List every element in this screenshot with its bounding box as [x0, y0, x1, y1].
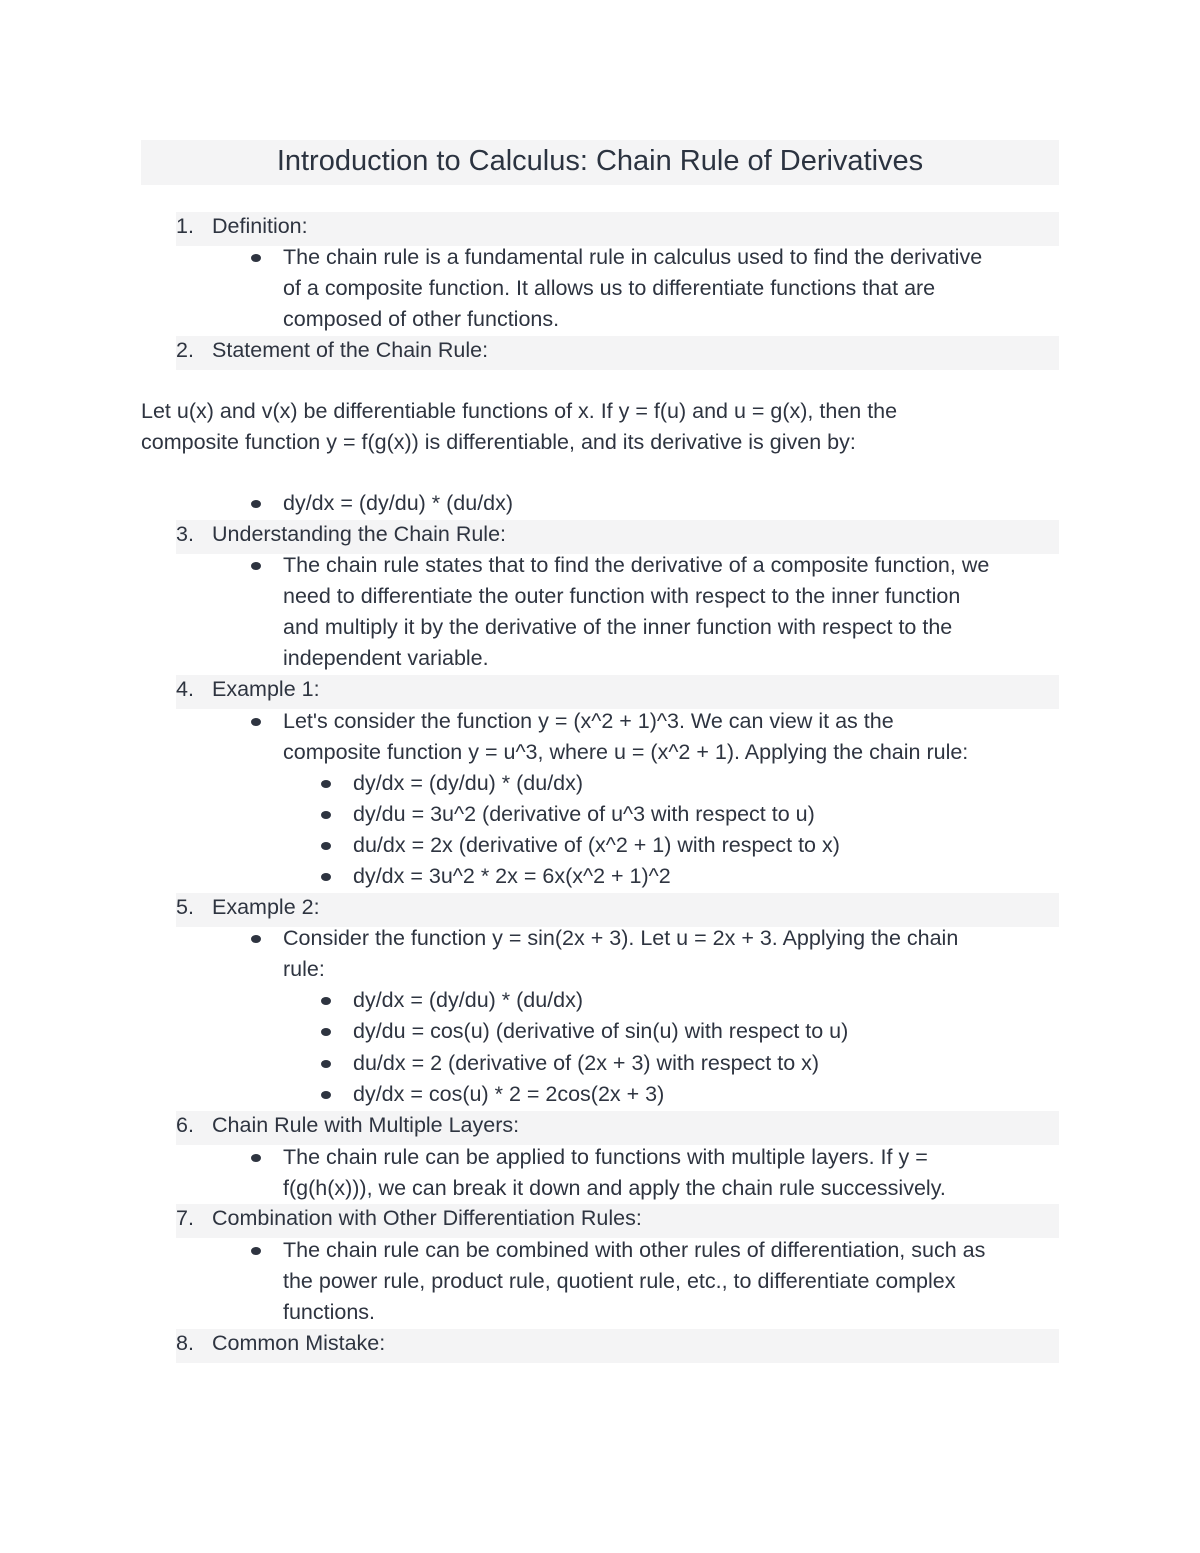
bullet-icon [251, 562, 261, 570]
section-1-bullet [283, 242, 1063, 335]
sub-bullet [353, 1048, 1053, 1079]
bullet-icon [321, 1091, 331, 1099]
bullet-icon [251, 254, 261, 262]
sub-bullet-text: dy/dx = (dy/du) * (du/dx) [353, 988, 584, 1012]
paragraph-line: composite function y = f(g(x)) is differentiable, and its derivative is given by: [141, 430, 856, 454]
bullet-icon [321, 873, 331, 881]
bullet-line: The chain rule can be applied to functions with multiple layers. If y = [283, 1145, 928, 1169]
section-3-bullet [283, 550, 1063, 674]
sub-bullet [353, 985, 1053, 1016]
bullet-line: Let's consider the function y = (x^2 + 1)^3. We can view it as the [283, 709, 894, 733]
bullet-icon [321, 811, 331, 819]
section-number: 5. [176, 895, 194, 919]
section-number: 4. [176, 677, 194, 701]
bullet-icon [251, 1154, 261, 1162]
section-4-bullet [283, 706, 1063, 768]
bullet-line: the power rule, product rule, quotient rule, etc., to differentiate complex [283, 1269, 956, 1293]
bullet-icon [251, 1247, 261, 1255]
sub-bullet [353, 768, 1053, 799]
bullet-line: need to differentiate the outer function with respect to the inner function [283, 584, 961, 608]
bullet-icon [321, 1028, 331, 1036]
section-label: Example 1: [212, 677, 320, 701]
sub-bullet [353, 861, 1053, 892]
section-8-heading [176, 1329, 1059, 1363]
bullet-line: The chain rule is a fundamental rule in calculus used to find the derivative [283, 245, 983, 269]
sub-bullet [353, 830, 1053, 861]
section-1-heading [176, 212, 1059, 246]
section-6-heading [176, 1111, 1059, 1145]
sub-bullet-text: dy/dx = (dy/du) * (du/dx) [353, 771, 584, 795]
section-2-heading [176, 336, 1059, 370]
section-6-bullet [283, 1142, 1063, 1204]
bullet-line: and multiply it by the derivative of the inner function with respect to the [283, 615, 953, 639]
section-label: Chain Rule with Multiple Layers: [212, 1113, 520, 1137]
bullet-line: f(g(h(x))), we can break it down and apply the chain rule successively. [283, 1176, 946, 1200]
sub-bullet-text: du/dx = 2 (derivative of (2x + 3) with respect to x) [353, 1051, 820, 1075]
bullet-icon [251, 500, 261, 508]
section-label: Example 2: [212, 895, 320, 919]
bullet-line: dy/dx = (dy/du) * (du/dx) [283, 491, 514, 515]
sub-bullet [353, 1016, 1053, 1047]
section-label: Combination with Other Differentiation Rules: [212, 1206, 642, 1230]
sub-bullet-text: dy/dx = 3u^2 * 2x = 6x(x^2 + 1)^2 [353, 864, 671, 888]
section-number: 7. [176, 1206, 194, 1230]
bullet-line: Consider the function y = sin(2x + 3). Let u = 2x + 3. Applying the chain [283, 926, 959, 950]
document-title: Introduction to Calculus: Chain Rule of Derivatives [141, 140, 1059, 185]
section-label: Understanding the Chain Rule: [212, 522, 507, 546]
bullet-icon [251, 935, 261, 943]
section-label: Statement of the Chain Rule: [212, 338, 489, 362]
section-number: 1. [176, 214, 194, 238]
bullet-line: composite function y = u^3, where u = (x^2 + 1). Applying the chain rule: [283, 740, 969, 764]
section-7-heading [176, 1204, 1059, 1238]
section-2-bullet [283, 488, 1063, 519]
bullet-line: The chain rule states that to find the derivative of a composite function, we [283, 553, 990, 577]
bullet-line: functions. [283, 1300, 376, 1324]
section-number: 3. [176, 522, 194, 546]
section-5-heading [176, 893, 1059, 927]
section-number: 6. [176, 1113, 194, 1137]
sub-bullet-text: dy/dx = cos(u) * 2 = 2cos(2x + 3) [353, 1082, 665, 1106]
bullet-icon [321, 997, 331, 1005]
bullet-icon [321, 842, 331, 850]
bullet-line: composed of other functions. [283, 307, 560, 331]
bullet-line: The chain rule can be combined with other rules of differentiation, such as [283, 1238, 986, 1262]
section-5-bullet [283, 923, 1063, 985]
section-label: Definition: [212, 214, 308, 238]
section-number: 8. [176, 1331, 194, 1355]
bullet-icon [321, 1060, 331, 1068]
section-7-bullet [283, 1235, 1063, 1328]
section-3-heading [176, 520, 1059, 554]
section-number: 2. [176, 338, 194, 362]
paragraph-line: Let u(x) and v(x) be differentiable functions of x. If y = f(u) and u = g(x), then the [141, 399, 898, 423]
bullet-line: rule: [283, 957, 325, 981]
bullet-line: independent variable. [283, 646, 489, 670]
bullet-icon [251, 718, 261, 726]
section-4-heading [176, 675, 1059, 709]
sub-bullet-text: du/dx = 2x (derivative of (x^2 + 1) with respect to x) [353, 833, 840, 857]
section-label: Common Mistake: [212, 1331, 386, 1355]
statement-paragraph [141, 396, 1061, 458]
sub-bullet-text: dy/du = cos(u) (derivative of sin(u) with respect to u) [353, 1019, 849, 1043]
sub-bullet [353, 1079, 1053, 1110]
sub-bullet-text: dy/du = 3u^2 (derivative of u^3 with respect to u) [353, 802, 815, 826]
bullet-icon [321, 780, 331, 788]
bullet-line: of a composite function. It allows us to differentiate functions that are [283, 276, 936, 300]
sub-bullet [353, 799, 1053, 830]
